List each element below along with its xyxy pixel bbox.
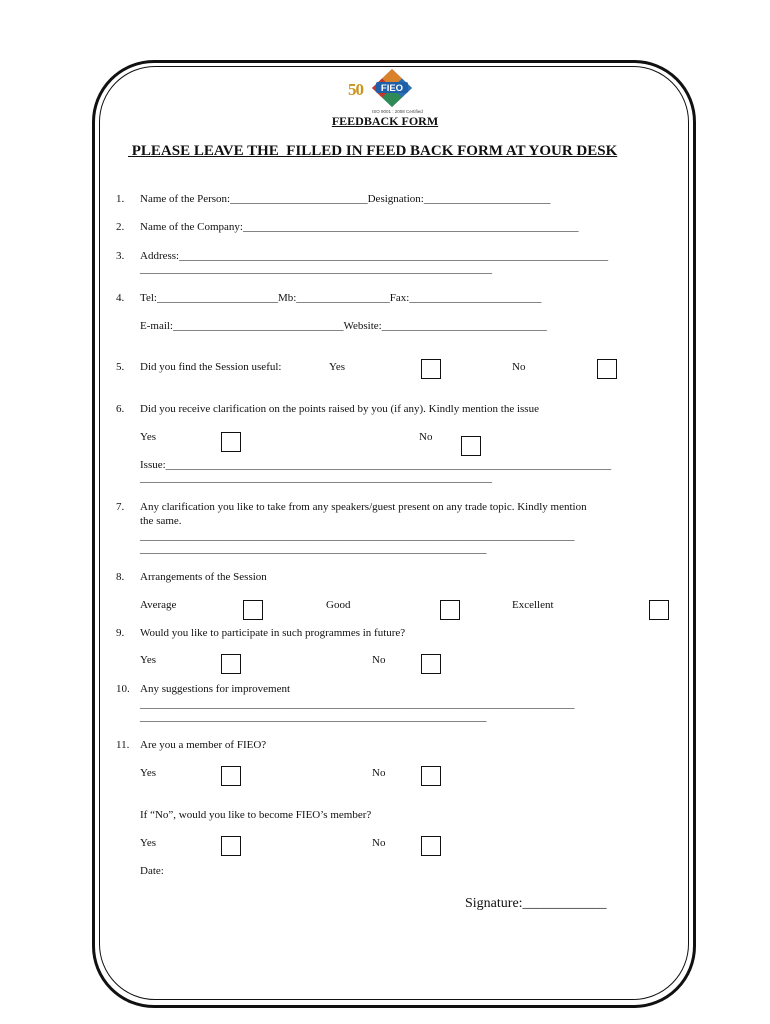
- fieo-emblem-icon: [370, 68, 414, 108]
- tel-mb-fax-field[interactable]: Tel:______________________Mb:_________________Fax:________________________: [140, 292, 542, 304]
- date-field[interactable]: Date:: [140, 865, 164, 877]
- address-field[interactable]: Address:______________________________________________________________________________: [140, 250, 609, 262]
- excellent-checkbox[interactable]: [649, 600, 669, 620]
- q10-question: Any suggestions for improvement: [140, 683, 291, 695]
- average-checkbox[interactable]: [243, 600, 263, 620]
- issue-field-line2[interactable]: ________________________________________________________________: [140, 472, 492, 484]
- average-label: Average: [140, 599, 177, 611]
- q5-no-checkbox[interactable]: [597, 359, 617, 379]
- q9-question: Would you like to participate in such programmes in future?: [140, 627, 406, 639]
- followup-no-checkbox[interactable]: [421, 836, 441, 856]
- person-designation-field[interactable]: Name of the Person:_________________________Designation:_______________________: [140, 193, 551, 205]
- q11-no-label: No: [372, 767, 386, 779]
- q9-yes-checkbox[interactable]: [221, 654, 241, 674]
- form-title: FEEDBACK FORM: [331, 114, 439, 128]
- company-name-field[interactable]: Name of the Company:_____________________________________________________________: [140, 221, 579, 233]
- followup-no-label: No: [372, 837, 386, 849]
- q9-yes-label: Yes: [140, 654, 157, 666]
- suggestions-line2[interactable]: _______________________________________________________________: [140, 711, 487, 723]
- q9-no-checkbox[interactable]: [421, 654, 441, 674]
- q5-question: Did you find the Session useful:: [140, 361, 282, 373]
- q11-no-checkbox[interactable]: [421, 766, 441, 786]
- q6-yes-label: Yes: [140, 431, 157, 443]
- q6-no-label: No: [419, 431, 433, 443]
- good-label: Good: [326, 599, 351, 611]
- q7-answer-line2[interactable]: _______________________________________________________________: [140, 543, 487, 555]
- q3-number: 3.: [116, 250, 125, 262]
- q7-answer-line1[interactable]: _______________________________________________________________________________: [140, 530, 575, 542]
- form-instruction: PLEASE LEAVE THE FILLED IN FEED BACK FORM AT YOUR DESK: [128, 143, 618, 159]
- q9-number: 9.: [116, 627, 125, 639]
- q5-number: 5.: [116, 361, 125, 373]
- q6-no-checkbox[interactable]: [461, 436, 481, 456]
- q5-yes-checkbox[interactable]: [421, 359, 441, 379]
- q6-question: Did you receive clarification on the points raised by you (if any). Kindly mention the issue: [140, 403, 539, 415]
- q8-question: Arrangements of the Session: [140, 571, 267, 583]
- q7-question: Any clarification you like to take from any speakers/guest present on any trade topic. Kindly mention: [140, 501, 587, 513]
- q6-number: 6.: [116, 403, 125, 415]
- issue-field[interactable]: Issue:_________________________________________________________________________________: [140, 459, 612, 471]
- email-website-field[interactable]: E-mail:_______________________________Website:______________________________: [140, 320, 547, 332]
- q11-yes-checkbox[interactable]: [221, 766, 241, 786]
- q6-yes-checkbox[interactable]: [221, 432, 241, 452]
- followup-yes-label: Yes: [140, 837, 157, 849]
- logo-anniversary-number: 50: [348, 80, 363, 99]
- q2-number: 2.: [116, 221, 125, 233]
- signature-field[interactable]: Signature:____________: [465, 896, 607, 911]
- followup-yes-checkbox[interactable]: [221, 836, 241, 856]
- address-field-line2[interactable]: ________________________________________________________________: [140, 263, 492, 275]
- q11-yes-label: Yes: [140, 767, 157, 779]
- membership-followup-question: If “No”, would you like to become FIEO’s member?: [140, 809, 372, 821]
- q7-question-line2: the same.: [140, 515, 182, 527]
- logo-certification: ISO 9001 : 2008 Certified: [372, 109, 423, 114]
- q8-number: 8.: [116, 571, 125, 583]
- good-checkbox[interactable]: [440, 600, 460, 620]
- excellent-label: Excellent: [512, 599, 554, 611]
- q4-number: 4.: [116, 292, 125, 304]
- logo-name: FIEO: [380, 83, 404, 94]
- q1-number: 1.: [116, 193, 125, 205]
- suggestions-line1[interactable]: _______________________________________________________________________________: [140, 698, 575, 710]
- q5-yes-label: Yes: [329, 361, 346, 373]
- q11-question: Are you a member of FIEO?: [140, 739, 267, 751]
- q11-number: 11.: [116, 739, 130, 751]
- q7-number: 7.: [116, 501, 125, 513]
- q5-no-label: No: [512, 361, 526, 373]
- q9-no-label: No: [372, 654, 386, 666]
- fieo-logo: [348, 68, 423, 116]
- q10-number: 10.: [116, 683, 130, 695]
